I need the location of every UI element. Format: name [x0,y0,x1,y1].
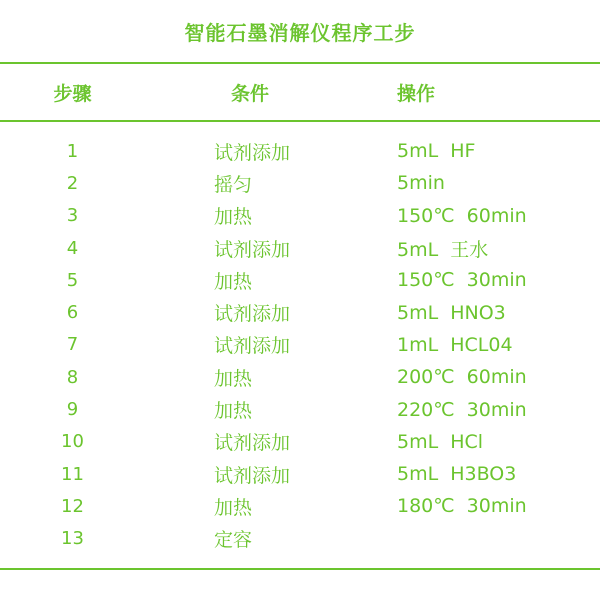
condition-cell: 试剂添加 [214,238,291,261]
condition-cell: 加热 [214,367,253,390]
step-number-cell: 9 [66,399,79,421]
condition-cell: 试剂添加 [214,141,291,164]
table-header-row [0,64,600,120]
operation-cell: 5mL H3BO3 [397,463,517,486]
condition-cell: 加热 [214,206,253,229]
table-row [0,135,600,167]
condition-cell: 加热 [214,496,253,519]
table-row [0,296,600,328]
column-header-step: 步骤 [53,82,92,105]
condition-cell: 试剂添加 [214,464,291,487]
table-row [0,232,600,264]
operation-cell: 200℃ 60min [397,366,527,389]
step-number-cell: 5 [66,269,79,291]
operation-cell: 5min [397,172,445,195]
table-row [0,167,600,199]
step-number-cell: 4 [66,237,79,259]
step-number-cell: 11 [61,463,84,485]
step-number-cell: 3 [66,205,79,227]
step-number-cell: 10 [61,431,84,453]
operation-cell: 180℃ 30min [397,495,527,518]
step-number-cell: 7 [66,334,79,356]
condition-cell: 试剂添加 [214,335,291,358]
operation-cell: 1mL HCL04 [397,333,513,356]
condition-cell: 试剂添加 [214,303,291,326]
operation-cell: 150℃ 30min [397,269,527,292]
operation-cell: 150℃ 60min [397,204,527,227]
condition-cell: 摇匀 [214,173,253,196]
table-row [0,393,600,425]
condition-cell: 试剂添加 [214,432,291,455]
table-row [0,264,600,296]
step-number-cell: 2 [66,172,79,194]
condition-cell: 加热 [214,400,253,423]
table-row [0,523,600,555]
step-number-cell: 1 [66,140,79,162]
operation-cell: 220℃ 30min [397,398,527,421]
condition-cell: 定容 [214,529,253,552]
operation-cell: 5mL 王水 [397,238,489,261]
step-number-cell: 13 [61,528,84,550]
operation-cell: 5mL HCl [397,430,484,453]
column-header-operation: 操作 [397,82,436,105]
table-row [0,329,600,361]
operation-cell: 5mL HF [397,140,476,163]
operation-cell: 5mL HNO3 [397,301,506,324]
bottom-spacer [0,555,600,568]
step-number-cell: 6 [66,302,79,324]
step-number-cell: 8 [66,366,79,388]
condition-cell: 加热 [214,270,253,293]
column-header-condition: 条件 [230,82,269,105]
table-body [0,122,600,555]
table-row [0,361,600,393]
table-row [0,200,600,232]
table-row [0,426,600,458]
table-row [0,458,600,490]
footer-space [0,570,600,594]
page-title: 智能石墨消解仪程序工步 [184,20,416,45]
table-row [0,490,600,522]
step-number-cell: 12 [61,495,84,517]
